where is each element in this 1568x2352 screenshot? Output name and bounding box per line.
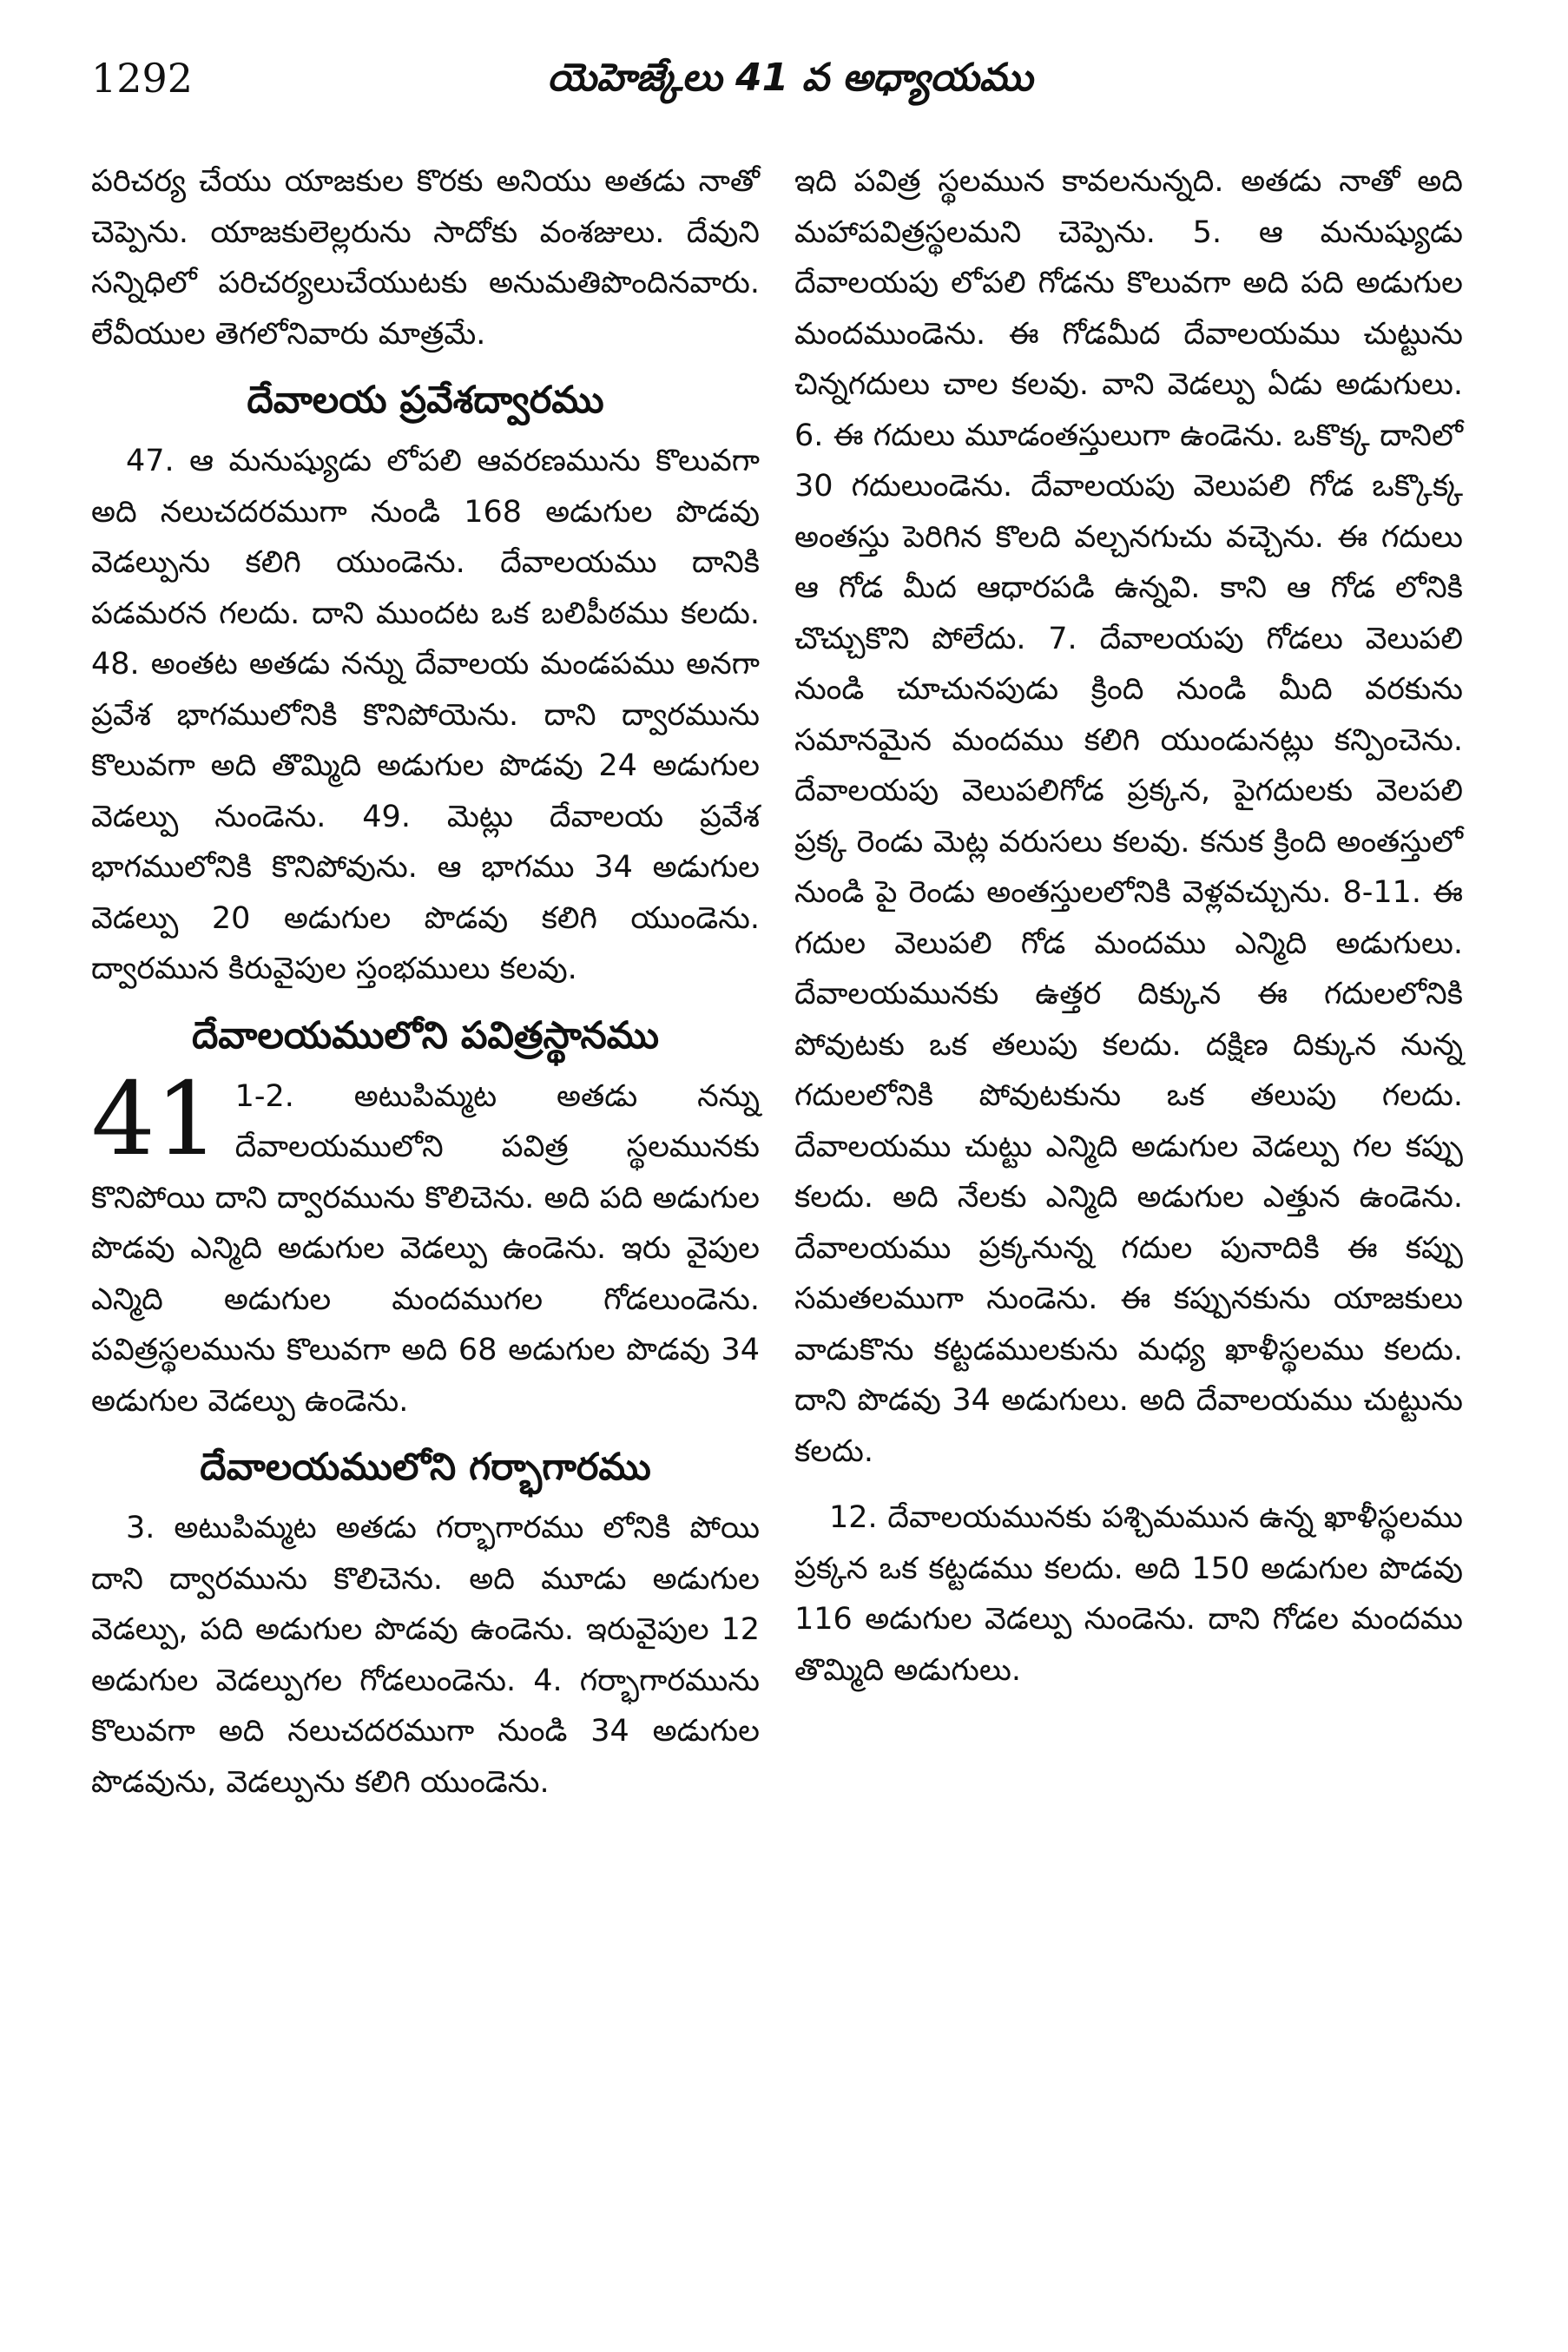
left-paragraph-3: 1-2. అటుపిమ్మట అతడు నన్ను దేవాలయములోని పవిత్ర స్థలమునకు కొనిపోయి దాని ద్వారమును కొలిచెను. అది పది అడుగుల పొడవు ఎన్మిది అడుగుల వెడల్పు ఉండెను. ఇరు వైపుల ఎన్మిది అడుగుల మందముగల గోడలుండెను. పవిత్రస్థలమును కొలువగా అది 68 అడుగుల పొడవు 34 అడుగుల వెడల్పు ఉండెను. xyxy=(91,1078,760,1419)
section-heading-holy-place: దేవాలయములోని పవిత్రస్థానము xyxy=(191,1013,660,1057)
left-paragraph-2: 47. ఆ మనుష్యుడు లోపలి ఆవరణమును కొలువగా అది నలుచదరముగా నుండి 168 అడుగుల పొడవు వెడల్పును కలిగి యుండెను. దేవాలయము దానికి పడమరన గలదు. దాని ముందట ఒక బలిపీఠము కలదు. 48. అంతట అతడు నన్ను దేవాలయ మండపము అనగా ప్రవేశ భాగములోనికి కొనిపోయెను. దాని ద్వారమును కొలువగా అది తొమ్మిది అడుగుల పొడవు 24 అడుగుల వెడల్పు నుండెను. 49. మెట్లు దేవాలయ ప్రవేశ భాగములోనికి కొనిపోవును. ఆ భాగము 34 అడుగుల వెడల్పు 20 అడుగుల పొడవు కలిగి యుండెను. ద్వారమున కిరువైపుల స్తంభములు కలవు. xyxy=(91,444,760,986)
right-column xyxy=(794,156,1463,1696)
section-heading-inner-sanctuary: దేవాలయములోని గర్భాగారము xyxy=(200,1446,651,1489)
left-paragraph-4: 3. అటుపిమ్మట అతడు గర్భాగారము లోనికి పోయి దాని ద్వారమును కొలిచెను. అది మూడు అడుగుల వెడల్పు, పది అడుగుల పొడవు ఉండెను. ఇరువైపుల 12 అడుగుల వెడల్పుగల గోడలుండెను. 4. గర్భాగారమును కొలువగా అది నలుచదరముగా నుండి 34 అడుగుల పొడవును, వెడల్పును కలిగి యుండెను. xyxy=(91,1511,760,1800)
section-heading-temple-entrance: దేవాలయ ప్రవేశద్వారము xyxy=(247,379,604,422)
left-column xyxy=(91,156,760,1808)
page-header xyxy=(91,48,1489,109)
right-paragraph-1: ఇది పవిత్ర స్థలమున కావలనున్నది. అతడు నాతో అది మహాపవిత్రస్థలమని చెప్పెను. 5. ఆ మనుష్యుడు దేవాలయపు లోపలి గోడను కొలువగా అది పది అడుగుల మందముండెను. ఈ గోడమీద దేవాలయము చుట్టును చిన్నగదులు చాల కలవు. వాని వెడల్పు ఏడు అడుగులు. 6. ఈ గదులు మూడంతస్తులుగా ఉండెను. ఒకొక్క దానిలో 30 గదులుండెను. దేవాలయపు వెలుపలి గోడ ఒక్కొక్క అంతస్తు పెరిగిన కొలది వల్చనగుచు వచ్చెను. ఈ గదులు ఆ గోడ మీద ఆధారపడి ఉన్నవి. కాని ఆ గోడ లోనికి చొచ్చుకొని పోలేదు. 7. దేవాలయపు గోడలు వెలుపలి నుండి చూచునపుడు క్రింది నుండి మీది వరకును సమానమైన మందము కలిగి యుండునట్లు కన్పించెను. దేవాలయపు వెలుపలిగోడ ప్రక్కన, పైగదులకు వెలపలి ప్రక్క రెండు మెట్ల వరుసలు కలవు. కనుక క్రింది అంతస్తులో నుండి పై రెండు అంతస్తులలోనికి వెళ్లవచ్చును. 8-11. ఈ గదుల వెలుపలి గోడ మందము ఎన్మిది అడుగులు. దేవాలయమునకు ఉత్తర దిక్కున ఈ గదులలోనికి పోవుటకు ఒక తలుపు కలదు. దక్షిణ దిక్కున నున్న గదులలోనికి పోవుటకును ఒక తలుపు గలదు. దేవాలయము చుట్టు ఎన్మిది అడుగుల వెడల్పు గల కప్పు కలదు. అది నేలకు ఎన్మిది అడుగుల ఎత్తున ఉండెను. దేవాలయము ప్రక్కనున్న గదుల పునాదికి ఈ కప్పు సమతలముగా నుండెను. ఈ కప్పునకును యాజకులు వాడుకొను కట్టడములకును మధ్య ఖాళీస్థలము కలదు. దాని పొడవు 34 అడుగులు. అది దేవాలయము చుట్టును కలదు. xyxy=(794,164,1463,1469)
chapter-block xyxy=(91,1060,760,1427)
left-paragraph-1: పరిచర్య చేయు యాజకుల కొరకు అనియు అతడు నాతో చెప్పెను. యాజకులెల్లరును సాదోకు వంశజులు. దేవుని సన్నిధిలో పరిచర్యలుచేయుటకు అనుమతిపొందినవారు. లేవీయుల తెగలోనివారు మాత్రమే. xyxy=(91,164,760,352)
running-title: యెహెజ్కేలు 41 వ అధ్యాయము xyxy=(547,56,1033,100)
chapter-number: 41 xyxy=(91,1060,220,1178)
page-number: 1292 xyxy=(91,55,194,102)
right-paragraph-2: 12. దేవాలయమునకు పశ్చిమమున ఉన్న ఖాళీస్థలము ప్రక్కన ఒక కట్టడము కలదు. అది 150 అడుగుల పొడవు 116 అడుగుల వెడల్పు నుండెను. దాని గోడల మందము తొమ్మిది అడుగులు. xyxy=(794,1500,1463,1688)
